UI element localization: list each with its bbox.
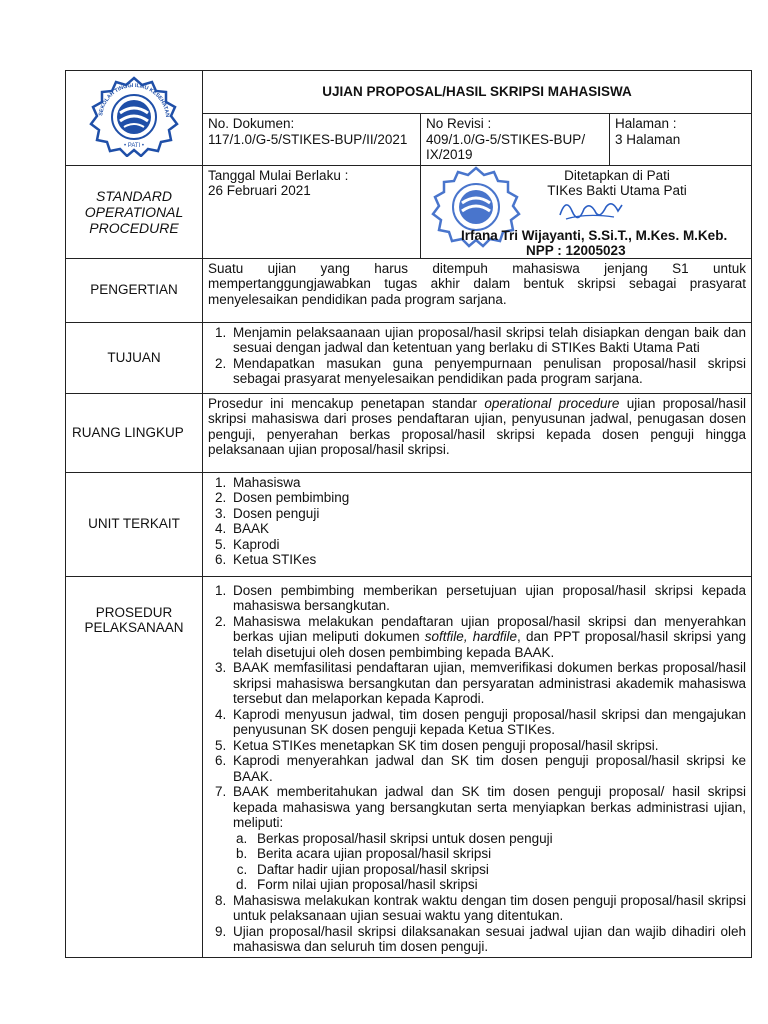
svg-text:• PATI •: • PATI • [124, 143, 144, 149]
list-item: 6. Kaprodi menyerahkan jadwal dan SK tim dosen penguji proposal/hasil skripsi ke BAAK. [230, 753, 746, 784]
list-item: 8. Mahasiswa melakukan kontrak waktu dengan tim dosen penguji proposal/hasil skripsi untuk pelaksanaan ujian sesuai waktu yang ditentukan. [230, 893, 746, 924]
doc-number-value: 117/1.0/G-5/STIKES-BUP/II/2021 [208, 131, 408, 147]
page-count-cell [610, 114, 752, 166]
institution-logo-icon [84, 75, 184, 157]
list-item: 5. Kaprodi [230, 537, 746, 553]
doc-number-cell [203, 114, 421, 166]
start-date-label: Tanggal Mulai Berlaku : [208, 167, 349, 183]
list-item: 2. Mendapatkan masukan guna penyempurnaan penulisan proposal/hasil skripsi sebagai prasyarat menyelesaikan pendidikan pada program sarjana. [230, 356, 746, 387]
revision-value: 409/1.0/G-5/STIKES-BUP/ IX/2019 [426, 131, 586, 162]
list-item: 4. BAAK [230, 521, 746, 537]
prosedur-list [208, 583, 746, 955]
prosedur-content [203, 576, 752, 957]
sop-document [65, 70, 751, 958]
logo-cell [66, 71, 203, 166]
list-item: 3. Dosen penguji [230, 506, 746, 522]
unit-terkait-label: UNIT TERKAIT [66, 472, 203, 576]
decided-line-2: TIKes Bakti Utama Pati [547, 183, 687, 198]
list-item: 6. Ketua STIKes [230, 552, 746, 568]
revision-label: No Revisi : [426, 116, 492, 131]
page-count-value: 3 Halaman [615, 131, 681, 147]
start-date-value: 26 Februari 2021 [208, 183, 311, 198]
ruang-lingkup-text: Prosedur ini mencakup penetapan standar operational procedure ujian proposal/hasil skripsi mahasiswa dari proses pendaftaran ujian, penyusunan jadwal, penugasan dosen penguji, penyerahan berkas proposal/hasil skripsi kepada dosen penguji hingga pelaksanaan ujian proposal/hasil skripsi. [203, 393, 752, 472]
tujuan-content [203, 322, 752, 393]
list-item: 7. BAAK memberitahukan jadwal dan SK tim dosen penguji proposal/ hasil skripsi kepada mahasiswa yang bersangkutan serta menyiapkan berkas administrasi ujian, meliputi: a. Berkas proposal/hasil skripsi untuk dosen penguji b. Berita acara ujian proposal/hasil skripsi c. Daftar hadir ujian proposal/hasil skripsi d. Form nilai ujian proposal/hasil skripsi [230, 784, 746, 893]
list-item: 2. Dosen pembimbing [230, 490, 746, 506]
handwritten-signature-icon [556, 193, 626, 225]
unit-terkait-content [203, 472, 752, 576]
list-item: 9. Ujian proposal/hasil skripsi dilaksanakan sesuai jadwal ujian dan wajib dihadiri oleh mahasiswa dan seluruh tim dosen penguji. [230, 924, 746, 955]
svg-text:SEKOLAH TINGGI ILMU KESEHATAN: SEKOLAH TINGGI ILMU KESEHATAN [98, 83, 170, 118]
list-item: 4. Kaprodi menyusun jadwal, tim dosen penguji proposal/hasil skripsi dan mengajukan penyusunan SK dosen penguji kepada Ketua STIKes. [230, 707, 746, 738]
ruang-lingkup-label: RUANG LINGKUP [66, 393, 203, 472]
sop-table [65, 70, 752, 958]
signer-npp: NPP : 12005023 [526, 242, 626, 258]
unit-terkait-list [208, 475, 746, 568]
page-count-label: Halaman : [615, 116, 677, 131]
prosedur-label: PROSEDUR PELAKSANAAN [66, 576, 203, 957]
signer-name: Irfana Tri Wijayanti, S.Si.T., M.Kes. M.Keb. [461, 227, 728, 243]
start-date-cell [203, 165, 421, 258]
prosedur-sublist [233, 831, 746, 893]
sop-label: STANDARD OPERATIONAL PROCEDURE [66, 165, 203, 258]
list-item: 1. Dosen pembimbing memberikan persetujuan ujian proposal/hasil skripsi kepada mahasiswa bersangkutan. [230, 583, 746, 614]
sub-list-item: b. Berita acara ujian proposal/hasil skripsi [251, 846, 746, 862]
doc-number-label: No. Dokumen: [208, 116, 295, 131]
list-item: 2. Mahasiswa melakukan pendaftaran ujian proposal/hasil skripsi dan menyerahkan berkas ujian meliputi dokumen softfile, hardfile, dan PPT proposal/hasil skripsi yang telah disetujui oleh dosen pembimbing kepada BAAK. [230, 614, 746, 661]
document-title: UJIAN PROPOSAL/HASIL SKRIPSI MAHASISWA [203, 71, 752, 114]
pengertian-text: Suatu ujian yang harus ditempuh mahasiswa jenjang S1 untuk mempertanggungjawabkan tugas akhir dalam bentuk skripsi sebagai prasyarat menyelesaikan pendidikan pada program sarjana. [203, 258, 752, 322]
revision-cell [421, 114, 610, 166]
list-item: 1. Mahasiswa [230, 475, 746, 491]
sub-list-item: c. Daftar hadir ujian proposal/hasil skripsi [251, 862, 746, 878]
approval-cell [421, 165, 752, 258]
pengertian-label: PENGERTIAN [66, 258, 203, 322]
list-item: 3. BAAK memfasilitasi pendaftaran ujian, memverifikasi dokumen berkas proposal/hasil skripsi mahasiswa bersangkutan dan persyaratan administrasi akademik mahasiswa tersebut dan melaporkan kepada Kaprodi. [230, 660, 746, 707]
tujuan-list [208, 325, 746, 387]
decided-line-1: Ditetapkan di Pati [564, 167, 670, 183]
sub-list-item: d. Form nilai ujian proposal/hasil skripsi [251, 877, 746, 893]
tujuan-label: TUJUAN [66, 322, 203, 393]
list-item: 1. Menjamin pelaksaanaan ujian proposal/hasil skripsi telah disiapkan dengan baik dan sesuai dengan jadwal dan ketentuan yang berlaku di STIKes Bakti Utama Pati [230, 325, 746, 356]
sub-list-item: a. Berkas proposal/hasil skripsi untuk dosen penguji [251, 831, 746, 847]
list-item: 5. Ketua STIKes menetapkan SK tim dosen penguji proposal/hasil skripsi. [230, 738, 746, 754]
